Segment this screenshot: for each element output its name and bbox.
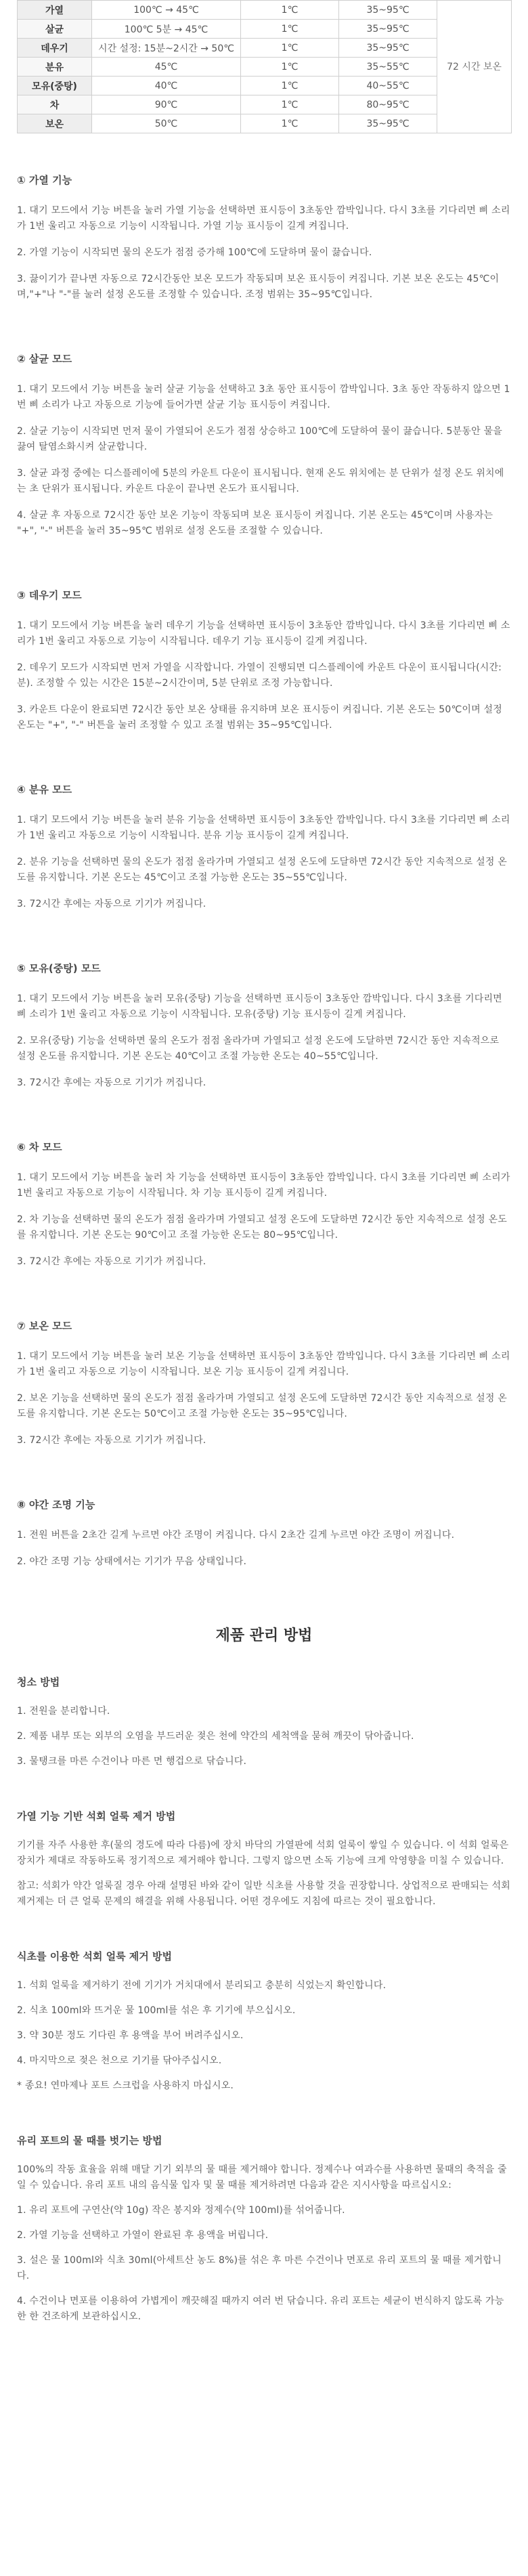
paragraph: 1. 석회 얼룩을 제거하기 전에 기기가 거치대에서 분리되고 충분히 식었는지 확인합니다. (17, 1980, 387, 1991)
mode-step: 1℃ (241, 20, 339, 39)
paragraph: 1. 대기 모드에서 기능 버튼을 눌러 살균 기능을 선택하고 3초 동안 표시등이 깜박입니다. 3초 동안 작동하지 않으면 1번 삐 소리가 나고 자동으로 기능에 들어가면 살균 기능 표시등이 켜집니다. (17, 384, 510, 410)
section-night-light (17, 1497, 511, 1570)
mode-name: 보온 (18, 114, 92, 133)
section-sterilize (17, 351, 511, 539)
mode-temp: 100℃ → 45℃ (92, 1, 241, 20)
section-title: ④ 분유 모드 (17, 783, 72, 796)
paragraph: 2. 차 기능을 선택하면 물의 온도가 점점 올라가며 가열되고 설정 온도에 도달하면 72시간 동안 지속적으로 설정 온도를 유지합니다. 기본 온도는 90℃이고 조절 가능한 온도는 80~95℃입니다. (17, 1214, 507, 1241)
paragraph: 3. 끓이기가 끝나면 자동으로 72시간동안 보온 모드가 작동되며 보온 표시등이 켜집니다. 기본 보온 온도는 45℃이며,"+"나 "-"를 눌러 설정 온도를 조정할 수 있습니다. 조정 범위는 35~95℃입니다. (17, 274, 500, 300)
paragraph: 4. 살균 후 자동으로 72시간 동안 보온 기능이 작동되며 보온 표시등이 켜집니다. 기본 온도는 45℃이며 사용자는 "+", "-" 버튼을 눌러 35~95℃ 범위로 설정 온도를 조절할 수 있습니다. (17, 510, 493, 536)
mode-temp: 90℃ (92, 95, 241, 114)
mode-temp: 45℃ (92, 58, 241, 77)
paragraph: 1. 대기 모드에서 기능 버튼을 눌러 모유(중탕) 기능을 선택하면 표시등이 3초동안 깜박입니다. 다시 3초를 기다리면 삐 소리가 1번 울리고 자동으로 기능이 시작됩니다. 모유(중탕) 기능 표시등이 길게 켜집니다. (17, 993, 502, 1020)
paragraph: 1. 유리 포트에 구연산(약 10g) 작은 봉지와 정제수(약 100ml)를 섞어줍니다. (17, 2205, 345, 2216)
mode-name: 모유(중탕) (18, 77, 92, 95)
mode-name: 차 (18, 95, 92, 114)
mode-range: 35~55℃ (339, 58, 437, 77)
keep-warm-note: 72 시간 보온 (437, 1, 512, 133)
section-title: ⑦ 보온 모드 (17, 1320, 72, 1332)
section-title: 가열 기능 기반 석회 얼룩 제거 방법 (17, 1810, 176, 1822)
section-title: ③ 데우기 모드 (17, 589, 82, 601)
paragraph: 2. 분유 기능을 선택하면 물의 온도가 점점 올라가며 가열되고 설정 온도에 도달하면 72시간 동안 지속적으로 설정 온도를 유지합니다. 기본 온도는 45℃이고 조절 가능한 온도는 35~55℃입니다. (17, 857, 507, 883)
section-formula (17, 782, 511, 912)
paragraph: 3. 72시간 후에는 자동으로 기기가 꺼집니다. (17, 899, 206, 909)
paragraph: 3. 설은 물 100ml와 식초 30ml(아세트산 농도 8%)를 섞은 후 마른 수건이나 면포로 유리 포트의 물 때를 제거합니다. (17, 2255, 502, 2281)
mode-step: 1℃ (241, 39, 339, 58)
paragraph: 3. 물탱크를 마른 수건이나 마른 면 행겁으로 닦습니다. (17, 1756, 247, 1767)
paragraph: 2. 가열 기능을 선택하고 가열이 완료된 후 용액을 버립니다. (17, 2230, 269, 2241)
paragraph: 1. 전원 버튼을 2초간 길게 누르면 야간 조명이 켜집니다. 다시 2초간 길게 누르면 야간 조명이 꺼집니다. (17, 1530, 455, 1541)
section-breastmilk (17, 961, 511, 1091)
paragraph: 2. 데우기 모드가 시작되면 먼저 가열을 시작합니다. 가열이 진행되면 디스플레이에 카운트 다운이 표시됩니다(시간:분). 조정할 수 있는 시간은 15분~2시간이며, 5분 단위로 조정 가능합니다. (17, 662, 502, 689)
section-descaling-vinegar (17, 1949, 511, 2094)
mode-temp: 100℃ 5분 → 45℃ (92, 20, 241, 39)
care-title: 제품 관리 방법 (215, 1627, 313, 1644)
section-title: 유리 포트의 물 때를 벗기는 방법 (17, 2134, 162, 2147)
mode-step: 1℃ (241, 58, 339, 77)
paragraph: 1. 대기 모드에서 기능 버튼을 눌러 가열 기능을 선택하면 표시등이 3초동안 깜박입니다. 다시 3초를 기다리면 삐 소리가 1번 울리고 자동으로 기능이 시작됩니다. 가열 기능 표시등이 길게 켜집니다. (17, 205, 510, 232)
paragraph: * 종요! 연마제나 포트 스크럽을 사용하지 마십시오. (17, 2080, 234, 2091)
section-title: 청소 방법 (17, 1676, 60, 1688)
paragraph: 100%의 작동 효율을 위해 매달 기기 외부의 물 때를 제거해야 합니다. 정제수나 여과수를 사용하면 물때의 축적을 줄일 수 있습니다. 유리 포트 내의 음식물 입자 및 물 때를 제거하려면 다음과 같은 지시사항을 따르십시오: (17, 2164, 507, 2191)
mode-range: 80~95℃ (339, 95, 437, 114)
mode-step: 1℃ (241, 1, 339, 20)
mode-step: 1℃ (241, 77, 339, 95)
paragraph: 2. 가열 기능이 시작되면 물의 온도가 점점 증가해 100℃에 도달하며 물이 끓습니다. (17, 247, 372, 258)
mode-table (17, 0, 512, 133)
mode-name: 분유 (18, 58, 92, 77)
mode-name: 가열 (18, 1, 92, 20)
section-tea (17, 1140, 511, 1270)
section-title: ② 살균 모드 (17, 353, 72, 365)
paragraph: 2. 보온 기능을 선택하면 물의 온도가 점점 올라가며 가열되고 설정 온도에 도달하면 72시간 동안 지속적으로 설정 온도를 유지합니다. 기본 온도는 50℃이고 조절 가능한 온도는 35~95℃입니다. (17, 1393, 507, 1419)
section-cleaning (17, 1675, 511, 1769)
section-heating (17, 173, 511, 303)
function-sections (17, 173, 511, 1570)
mode-range: 40~55℃ (339, 77, 437, 95)
paragraph: 3. 72시간 후에는 자동으로 기기가 꺼집니다. (17, 1256, 206, 1267)
paragraph: 3. 살균 과정 중에는 디스플레이에 5분의 카운트 다운이 표시됩니다. 현재 온도 위치에는 분 단위가 설정 온도 위치에는 초 단위가 표시됩니다. 카운트 다운이 끝나면 온도가 표시됩니다. (17, 468, 504, 494)
mode-temp: 시간 설정: 15분~2시간 → 50℃ (92, 39, 241, 58)
section-title: ⑤ 모유(중탕) 모드 (17, 962, 101, 974)
mode-step: 1℃ (241, 114, 339, 133)
paragraph: 4. 수건이나 면포를 이용하여 가볍게이 깨끗해질 때까지 여러 번 닦습니다. 유리 포트는 세균이 번식하지 않도록 가능한 한 건조하게 보관하십시오. (17, 2296, 504, 2322)
section-glass-pot-cleaning (17, 2133, 511, 2325)
mode-temp: 50℃ (92, 114, 241, 133)
paragraph: 3. 약 30분 정도 기다린 후 용액을 부어 버려주십시오. (17, 2030, 244, 2041)
section-keep-warm (17, 1318, 511, 1448)
mode-range: 35~95℃ (339, 1, 437, 20)
section-title: 식초를 이용한 석회 얼룩 제거 방법 (17, 1950, 172, 1962)
paragraph: 3. 72시간 후에는 자동으로 기기가 꺼집니다. (17, 1077, 206, 1088)
paragraph: 3. 72시간 후에는 자동으로 기기가 꺼집니다. (17, 1435, 206, 1446)
paragraph: 2. 야간 조명 기능 상태에서는 기기가 무음 상태입니다. (17, 1556, 247, 1567)
mode-range: 35~95℃ (339, 114, 437, 133)
section-title: ⑥ 차 모드 (17, 1141, 62, 1153)
paragraph: 1. 대기 모드에서 기능 버튼을 눌러 차 기능을 선택하면 표시등이 3초동안 깜박입니다. 다시 3초를 기다리면 삐 소리가 1번 울리고 자동으로 기능이 시작됩니다. 차 기능 표시등이 길게 켜집니다. (17, 1172, 510, 1199)
paragraph: 1. 대기 모드에서 기능 버튼을 눌러 분유 기능을 선택하면 표시등이 3초동안 깜박입니다. 다시 3초를 기다리면 삐 소리가 1번 울리고 자동으로 기능이 시작됩니다. 분유 기능 표시등이 길게 켜집니다. (17, 815, 510, 841)
section-descaling-heating (17, 1809, 511, 1910)
paragraph: 2. 살균 기능이 시작되면 먼저 물이 가열되어 온도가 점점 상승하고 100℃에 도달하여 물이 끓습니다. 5분동안 물을 끓여 탈염소화시켜 살균합니다. (17, 426, 502, 452)
mode-range: 35~95℃ (339, 39, 437, 58)
paragraph: 1. 대기 모드에서 기능 버튼을 눌러 보온 기능을 선택하면 표시등이 3초동안 깜박입니다. 다시 3초를 기다리면 삐 소리가 1번 울리고 자동으로 기능이 시작됩니다. 보온 기능 표시등이 길게 켜집니다. (17, 1351, 510, 1377)
mode-name: 살균 (18, 20, 92, 39)
mode-name: 데우기 (18, 39, 92, 58)
mode-temp: 40℃ (92, 77, 241, 95)
paragraph: 2. 제품 내부 또는 외부의 오염을 부드러운 젖은 천에 약간의 세척액을 묻혀 깨끗이 닦아줍니다. (17, 1731, 414, 1742)
section-warming (17, 588, 511, 733)
paragraph: 3. 카운트 다운이 완료되면 72시간 동안 보온 상태를 유지하며 보온 표시등이 켜집니다. 기본 온도는 50℃이며 설정 온도는 "+", "-" 버튼을 눌러 조정할 수 있고 조절 범위는 35~95℃입니다. (17, 704, 502, 731)
mode-step: 1℃ (241, 95, 339, 114)
section-title: ① 가열 기능 (17, 174, 72, 186)
paragraph: 참고: 석회가 약간 얼룩질 경우 아래 설명된 바와 같이 일반 식초를 사용할 것을 권장합니다. 상업적으로 판매되는 석회 제거제는 더 큰 얼룩 문제의 해결을 위해 사용됩니다. 어떤 경우에도 지침에 따르는 것이 필요합니다. (17, 1881, 510, 1907)
paragraph: 2. 식초 100ml와 뜨거운 물 100ml를 섞은 후 기기에 부으십시오. (17, 2005, 296, 2016)
mode-range: 35~95℃ (339, 20, 437, 39)
paragraph: 4. 마지막으로 젖은 천으로 기기를 닦아주십시오. (17, 2055, 222, 2066)
paragraph: 1. 대기 모드에서 기능 버튼을 눌러 데우기 기능을 선택하면 표시등이 3초동안 깜박입니다. 다시 3초를 기다리면 삐 소리가 1번 울리고 자동으로 기능이 시작됩니다. 데우기 기능 표시등이 길게 켜집니다. (17, 620, 510, 647)
paragraph: 기기를 자주 사용한 후(물의 경도에 따라 다름)에 장치 바닥의 가열판에 석회 얼룩이 쌓일 수 있습니다. 이 석회 얼룩은 장치가 제대로 작동하도록 정기적으로 제거해야 합니다. 그렇지 않으면 소독 기능에 크게 악영향을 미칠 수 있습니다. (17, 1840, 509, 1866)
paragraph: 1. 전원을 분리합니다. (17, 1706, 110, 1717)
table-row (18, 1, 512, 20)
section-title: ⑧ 야간 조명 기능 (17, 1499, 95, 1511)
paragraph: 2. 모유(중탕) 기능을 선택하면 물의 온도가 점점 올라가며 가열되고 설정 온도에 도달하면 72시간 동안 지속적으로 설정 온도를 유지합니다. 기본 온도는 40℃이고 조절 가능한 온도는 40~55℃입니다. (17, 1035, 500, 1062)
